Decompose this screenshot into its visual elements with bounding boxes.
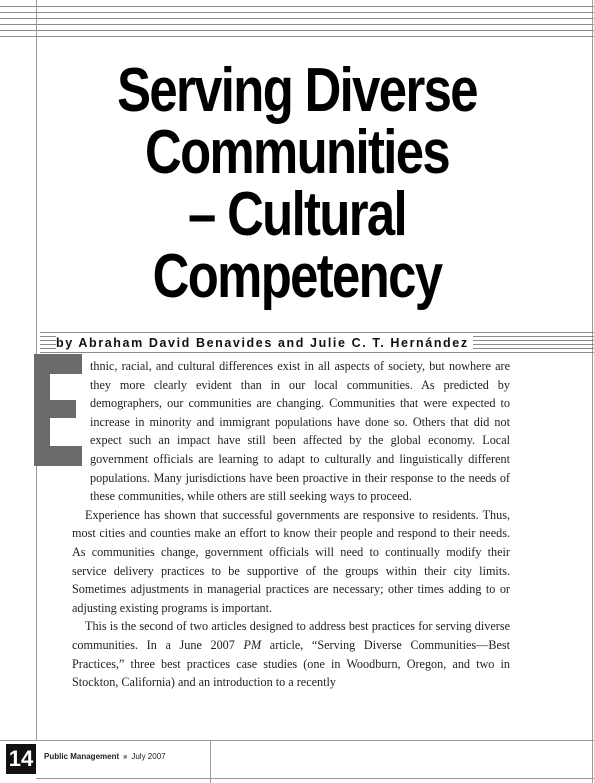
- paragraph-3-start: This is the second of two articles designed to address best practices for serving diverse communities. In a June 2007: [72, 619, 510, 652]
- article-byline: by Abraham David Benavides and Julie C. T. Hernández: [56, 336, 473, 350]
- title-line-1: Serving Diverse: [117, 56, 477, 125]
- right-margin-rule: [592, 0, 593, 783]
- article-body: [72, 357, 510, 692]
- page-number: 14: [6, 744, 36, 774]
- paragraph-1: thnic, racial, and cultural differences exist in all aspects of society, but nowhere are they more clearly evident than in our local communities. As predicted by demographers, our communities are changing. Communities that were expected to increase in minority and immigrant populations have done so. Others that did not expect such an impact have still been affected by the global economy. Local government officials are learning to adapt to culturally and linguistically different populations. Many jurisdictions have been proactive in their response to the needs of these communities, while others are still seeking ways to proceed.: [90, 359, 510, 504]
- paragraph-3-italic: PM: [243, 637, 262, 652]
- footer-publication-info: [44, 752, 166, 761]
- footer-divider-rule: [210, 740, 211, 783]
- separator-icon: ■: [123, 754, 128, 761]
- title-line-3: – Cultural: [187, 180, 407, 249]
- drop-cap-e: [34, 354, 82, 466]
- title-line-4: Competency: [152, 242, 442, 311]
- paragraph-3: [72, 617, 510, 691]
- article-title: [86, 56, 507, 311]
- title-line-2: Communities: [145, 118, 449, 187]
- publication-date: July 2007: [131, 752, 166, 761]
- header-rule-band: [0, 0, 594, 40]
- footer-bottom-rule: [36, 778, 594, 779]
- paragraph-3-end: article, “Serving Diverse Communities—Best Practices,” three best practices case studies (one in Woodburn, Oregon, and two in Stockton, California) and an introduction to a recently: [72, 637, 510, 690]
- paragraph-2: Experience has shown that successful governments are responsive to residents. Thus, most cities and counties make an effort to know their people and respond to their needs. As communities change, government officials will need to continually modify their service delivery practices to be supportive of the groups within their city limits. Sometimes adjustments in managerial practices are necessary; other times adding to or adjusting existing programs is important.: [72, 507, 510, 615]
- publication-name: Public Management: [44, 752, 120, 761]
- footer-top-rule: [0, 740, 594, 741]
